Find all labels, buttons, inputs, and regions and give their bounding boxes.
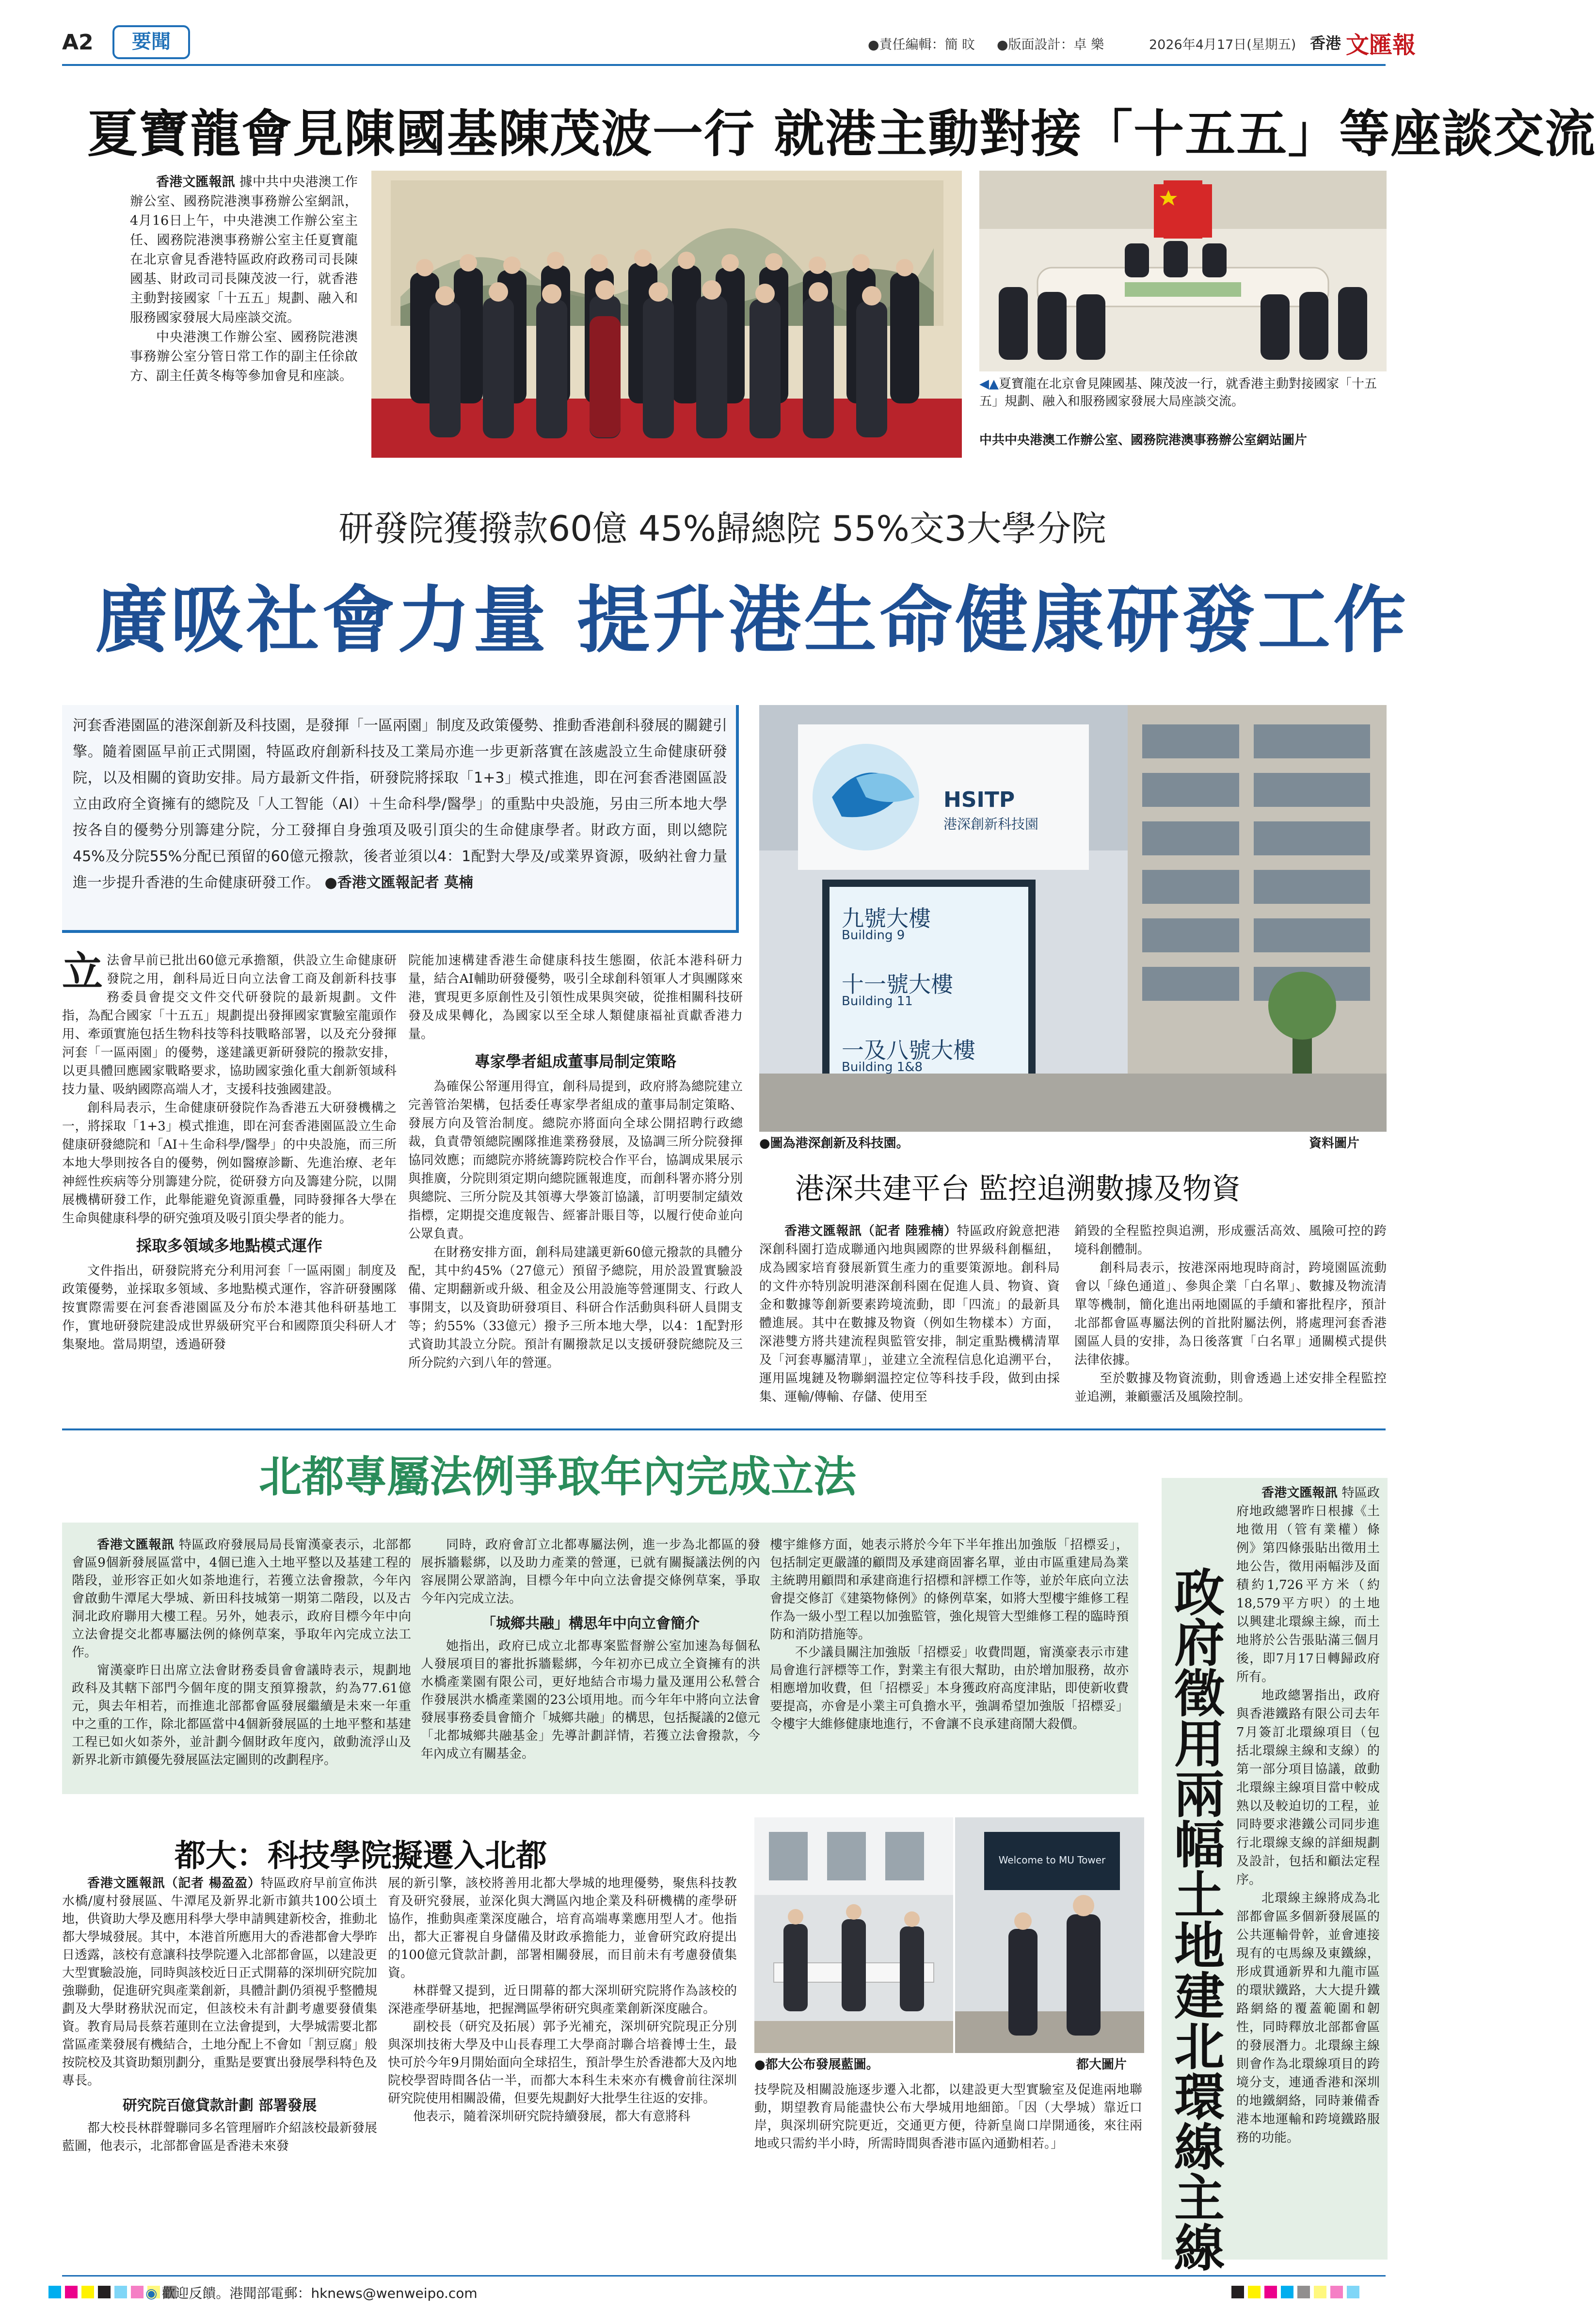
header-rule	[62, 64, 1386, 66]
north-c2-p2: 她指出，政府已成立北都專案監督辦公室加速為每個私人發展項目的審批拆牆鬆綁，今年初亦已成立全資擁有的洪水橋產業園有限公司，更好地結合市場力量及運用公私營合作發展洪水橋產業園的23公頃用地。而今年年中將向立法會發展事務委員會簡介「城鄉共融」的構思，包括擬議的2億元「北都城鄉共融基金」先導計劃詳情，若獲立法會撥款，今年內成立有關基金。	[421, 1639, 760, 1761]
hsitp-sign-cn: 港深創新科技園	[943, 816, 1039, 832]
directory-line-3: 一及八號大樓	[842, 1037, 975, 1063]
tech-subhead: 研究院百億貸款計劃 部署發展	[122, 2097, 317, 2114]
meeting-photo	[979, 171, 1387, 371]
tech-col-3	[754, 2081, 1142, 2153]
directory-line-2-en: Building 11	[842, 994, 913, 1009]
caption-marker-icon: ◀▲	[979, 377, 999, 391]
intro-text	[73, 713, 727, 896]
footer-feedback-text: 歡迎反饋。港聞部電郵：hknews@wenweipo.com	[161, 2285, 478, 2301]
main-c1-p1: 法會早前已批出60億元承擔額，供設立生命健康研發院之用，創科局近日向立法會工商及創新科技事務委員會提交文件交代研發院的最新規劃。文件指，為配合國家「十五五」規劃提出發揮國家實驗室龍頭作用、牽頭實施包括生物科技等科技戰略部署，以及充分發揮河套「一區兩園」的優勢，遂建議更新研發院的撥款安排，以更具體回應國家戰略要求，協助國家強化重大創新領域科技力量、吸納國際高端人才，支援科技強國建設。	[62, 953, 397, 1097]
main-kicker: 研發院獲撥款60億 45%歸總院 55%交3大學分院	[338, 508, 1106, 549]
mail-icon: ◉	[145, 2285, 158, 2301]
mu-photo-1	[754, 1817, 953, 2053]
tech-c2-p1: 展的新引擎，該校將善用北都大學城的地理優勢，聚焦科技教育及研究發展，並深化與大灣區內地企業及科研機構的產學研協作，推動與產業深度融合，培育高端專業應用型人才。他指出，都大正審視自身儲備及財政承擔能力，並會研究政府提出的100億元貸款計劃，部署相關發展，而目前未有考慮發債集資。	[388, 1876, 737, 1980]
top-lead-tag: 香港文匯報訊	[156, 175, 235, 190]
editor-credit: ●責任編輯：簡 旼	[868, 37, 975, 52]
footer-rule	[62, 2275, 1386, 2277]
hsitp-photo	[759, 705, 1387, 1132]
tech-c2-p2: 林群聲又提到，近日開幕的都大深圳研究院將作為該校的深港產學研基地，把握灣區學術研究與產業創新深度融合。	[388, 1984, 737, 2016]
north-c3-p2: 不少議員關注加強版「招標妥」收費問題，甯漢豪表示市建局會進行評標等工作，對業主有很大幫助，由於增加服務，故亦相應增加收費，但「招標妥」本身獲政府高度津貼，即使新收費要提高，亦會是小業主可負擔水平，強調希望加強版「招標妥」令樓宇大維修健康地進行，不會讓不良承建商鬧大殺價。	[770, 1645, 1129, 1732]
north-col-1	[72, 1536, 411, 1769]
tech-reporter: （記者 楊盈盈）	[165, 1876, 261, 1891]
main-headline: 廣吸社會力量 提升港生命健康研發工作	[95, 578, 1409, 663]
main-c1-p3: 文件指出，研發院將充分利用河套「一區兩園」制度及政策優勢，並採取多領域、多地點模式運作，容許研發團隊按實際需要在河套香港園區及分布於本港其他科研基地工作，實地研發院建設成世界級研究平台和國際頂尖科研人才集聚地。當局期望，透過研發	[62, 1264, 397, 1352]
directory-line-1: 九號大樓	[842, 905, 931, 931]
meeting-caption-text: 夏寶龍在北京會見陳國基、陳茂波一行，就香港主動對接國家「十五五」規劃、融入和服務國家發展大局座談交流。	[979, 377, 1377, 409]
side-col-2	[1074, 1222, 1387, 1406]
land-lead-tag: 香港文匯報訊	[1261, 1486, 1338, 1500]
main-c2-p3: 在財務安排方面，創科局建議更新60億元撥款的具體分配，其中約45%（27億元）預留予總院，用於設置實驗設備、定期翻新或升級、租金及公用設施等營運開支、行政人事開支，以及資助研發項目、科研合作活動與科研人員開支等；約55%（33億元）撥予三所本地大學，以4：1配對形式資助其設立分院。預計有關撥款足以支援研發院總院及三所分院約六到八年的營運。	[408, 1245, 743, 1370]
tech-col-2	[388, 1875, 737, 2126]
hsitp-sign-en: HSITP	[943, 787, 1015, 812]
footer-feedback	[145, 2283, 478, 2302]
tech-headline: 都大：科技學院擬遷入北都	[175, 1838, 547, 1874]
side-lead-tag: 香港文匯報訊	[784, 1224, 862, 1238]
north-col-3	[770, 1536, 1129, 1733]
tech-c3-p1: 技學院及相關設施逐步遷入北都，以建設更大型實驗室及促進兩地聯動，期望教育局能盡快公布大學城用地細節。「因（大學城）靠近口岸，與深圳研究院更近，交通更方便，待新皇崗口岸開通後，來往兩地或只需約半小時，所需時間與香港市區內通勤相若。」	[754, 2083, 1142, 2151]
tech-c2-p3: 副校長（研究及拓展）郭予光補充，深圳研究院現正分別與深圳技術大學及中山長春理工大學商討聯合培養博士生，最快可於今年9月開始面向全球招生，預計學生於香港都大及內地院校學習時間各佔一半，而都大本科生未來亦有機會前往深圳研究院使用相關設備，但要先規劃好大批學生往返的安排。	[388, 2020, 737, 2106]
mu-screen-text: Welcome to MU Tower	[998, 1854, 1106, 1866]
north-headline: 北都專屬法例爭取年內完成立法	[258, 1452, 856, 1502]
north-c1-p2: 甯漢豪昨日出席立法會財務委員會會議時表示，規劃地政科及其轄下部門今個年度的開支預算撥款，約為77.61億元，與去年相若，而推進北部都會區發展繼續是未來一年重中之重的工作，除北都區當中4個新發展區的土地平整和基建工程已如火如荼外，並計劃今個財政年度內，啟動流浮山及新界北新市鎮優先發展區法定圖則的改劃程序。	[72, 1663, 411, 1767]
top-para-1: 據中共中央港澳工作辦公室、國務院港澳事務辦公室網訊，4月16日上午，中央港澳工作辦公室主任、國務院港澳事務辦公室主任夏寶龍在北京會見香港特區政府政務司司長陳國基、財政司司長陳茂波一行，就香港主動對接國家「十五五」規劃、融入和服務國家發展大局座談交流。	[130, 175, 358, 325]
main-subhead-2: 專家學者組成董事局制定策略	[474, 1052, 676, 1071]
north-divider	[62, 1428, 1386, 1430]
page-number: A2	[62, 30, 94, 55]
land-col	[1236, 1484, 1380, 2147]
tech-c1-p1: 特區政府早前宣佈洪水橋/廈村發展區、牛潭尾及新界北新市鎮共100公頃土地，供資助大學及應用科學大學申請興建新校舍，推動北都大學城發展。其中，本港首所應用大的香港都會大學昨日透露，該校有意讓科技學院遷入北部都會區，以建設更大型實驗設施，同時與該校近日正式開幕的深圳研究院加強聯動，促進研究與產業創新，具體計劃仍須視乎整體規劃及大學財務狀況而定，但該校未有計劃考慮要發債集資。教育局局長蔡若蓮則在立法會提到，大學城需要北都當區產業發展有機結合，土地分配上不會如「割豆腐」般按院校及其資助類別劃分，重點是要實出發展學科特色及專長。	[62, 1876, 378, 2088]
hsitp-caption: ●圖為港深創新及科技園。	[759, 1136, 909, 1151]
directory-line-3-en: Building 1&8	[842, 1060, 923, 1075]
tech-c2-p4: 他表示，隨着深圳研究院持續發展，都大有意將科	[413, 2109, 691, 2124]
tech-lead-tag: 香港文匯報訊	[87, 1876, 165, 1891]
mu-photo-credit: 都大圖片	[1076, 2057, 1127, 2072]
land-headline: 政府徵用兩幅土地建北環線主線	[1165, 1566, 1225, 2272]
side-p2: 銷毀的全程監控與追溯，形成靈活高效、風險可控的跨境科創體制。	[1074, 1224, 1387, 1257]
land-p1: 特區政府地政總署昨日根據《土地徵用（管有業權）條例》第四條張貼出徵用土地公告，徵用兩幅涉及面積約1,726平方米（約18,579平方呎）的土地以興建北環線主線，而土地將於公告張貼滿三個月後，即7月17日轉歸政府所有。	[1236, 1486, 1380, 1684]
main-col-1	[62, 947, 397, 1354]
main-c2-p1: 院能加速構建香港生命健康科技生態圈，依託本港科研力量，結合AI輔助研發優勢，吸引全球創科領軍人才與團隊來港，實現更多原創性及引領性成果與突破，從推相關科技研發及成果轉化，為國家以至全球人類健康福祉貢獻香港力量。	[408, 953, 743, 1042]
tech-col-1	[62, 1875, 377, 2155]
side-headline: 港深共建平台 監控追溯數據及物資	[795, 1172, 1241, 1206]
side-p4: 至於數據及物資流動，則會透過上述安排全程監控並追溯，兼顧靈活及風險控制。	[1074, 1371, 1387, 1404]
main-col-2	[408, 951, 743, 1372]
drop-cap: 立	[62, 947, 103, 995]
north-c2-p1: 同時，政府會訂立北都專屬法例，進一步為北都區的發展拆牆鬆綁，以及助力產業的營運，已就有關擬議法例的內容展開公眾諮詢，目標今年中向立法會提交條例草案，爭取今年內完成立法。	[421, 1538, 760, 1606]
north-subhead: 「城鄉共融」構思年中向立會簡介	[481, 1615, 700, 1632]
hsitp-credit: 資料圖片	[1309, 1136, 1360, 1151]
group-photo	[371, 171, 962, 458]
north-c1-p1: 特區政府發展局局長甯漢豪表示，北部都會區9個新發展區當中，4個已進入土地平整以及基建工程的階段，並形容正如火如荼地進行，若獲立法會撥款，今年內會啟動牛潭尾大學城、新田科技城第一期第二階段，以及古洞北政府聯用大樓工程。另外，她表示，政府目標今年中向立法會提交北都專屬法例的條例草案，爭取年內完成立法工作。	[72, 1538, 411, 1660]
main-byline: ●香港文匯報記者 莫楠	[324, 874, 474, 891]
north-col-2	[421, 1536, 760, 1763]
meeting-photo-caption	[979, 375, 1387, 410]
top-para-2: 中央港澳工作辦公室、國務院港澳事務辦公室分管日常工作的副主任徐啟方、副主任黃冬梅等參加會見和座談。	[130, 330, 358, 384]
intro-body: 河套香港園區的港深創新及科技園，是發揮「一區兩園」制度及政策優勢、推動香港創科發展的關鍵引擎。隨着園區早前正式開園，特區政府創新科技及工業局亦進一步更新落實在該處設立生命健康研發院，以及相關的資助安排。局方最新文件指，研發院將採取「1+3」模式推進，即在河套香港園區設立由政府全資擁有的總院及「人工智能（AI）＋生命科學/醫學」的重點中央設施，另由三所本地大學按各自的優勢分別籌建分院，分工發揮自身強項及吸引頂尖的生命健康學者。財政方面，則以總院45%及分院55%分配已預留的60億元撥款，後者並須以4：1配對大學及/或業界資源，吸納社會力量進一步提升香港的生命健康研發工作。	[73, 717, 727, 891]
paper-region: 香港	[1310, 34, 1341, 52]
color-bar-right	[1231, 2286, 1387, 2298]
masthead-logo: 文匯報	[1346, 32, 1416, 59]
main-c1-p2: 創科局表示，生命健康研發院作為香港五大研發機構之一，將採取「1+3」模式推進，即在河套香港園區設立生命健康研發總院和「AI＋生命科學/醫學」的中央設施，而三所本地大學則按各自的優勢，例如醫療診斷、先進治療、老年神經性疾病等分別籌建分院，從研發方向及籌建分院，以開展機構研發工作，此舉能避免資源重疊，同時發揮各大學在生命與健康科學的研究強項及吸引頂尖學者的能力。	[62, 1101, 397, 1226]
side-p1: 特區政府銳意把港深創科園打造成聯通內地與國際的世界級科創樞紐，成為國家培育發展新質生產力的重要策源地。創科局的文件亦特別說明港深創科園在促進人員、物資、資金和數據等創新要素跨境流動，即「四流」的最新具體進展。其中在數據及物資（例如生物樣本）方面，深港雙方將共建流程與監管安排，制定重點機構清單及「河套專屬清單」，並建立全流程信息化追溯平台，運用區塊鏈及物聯網溫控定位等科技手段，做到由採集、運輸/傳輸、存儲、使用至	[759, 1224, 1060, 1404]
directory-line-1-en: Building 9	[842, 928, 905, 943]
section-badge: 要聞	[112, 25, 190, 59]
north-c3-p1: 樓宇維修方面，她表示將於今年下半年推出加強版「招標妥」，包括制定更嚴謹的顧問及承建商固審名單，並由市區重建局為業主統聘用顧問和承建商進行招標和評標工作等，並於年底向立法會提交修訂《建築物條例》的條例草案，如將大型樓宇維修工程作為一級小型工程以加強監管，強化規管大型維修工程的臨時預防和消防措施等。	[770, 1538, 1129, 1642]
top-headline: 夏寶龍會見陳國基陳茂波一行 就港主動對接「十五五」等座談交流	[87, 104, 1596, 163]
issue-date: 2026年4月17日(星期五)	[1149, 37, 1296, 52]
north-lead-tag: 香港文匯報訊	[97, 1538, 175, 1552]
side-col-1	[759, 1222, 1060, 1406]
main-subhead-1: 採取多領域多地點模式運作	[136, 1236, 322, 1255]
land-p2: 地政總署指出，政府與香港鐵路有限公司去年7月簽訂北環線項目（包括北環線主線和支線）的第一部分項目協議，啟動北環線主線項目當中較成熟以及較迫切的工程，並同時要求港鐵公司同步進行北環線支線的詳細規劃及設計，包括和顧法定程序。	[1236, 1688, 1380, 1887]
mu-photo-2	[955, 1817, 1144, 2053]
side-reporter: （記者 陸雅楠）	[862, 1224, 957, 1238]
mu-photo-caption: ●都大公布發展藍圖。	[754, 2057, 879, 2072]
directory-line-2: 十一號大樓	[842, 971, 953, 997]
tech-c1-p2: 都大校長林群聲聯同多名管理層昨介紹該校最新發展藍圖，他表示，北部都會區是香港未來發	[62, 2121, 378, 2153]
meeting-photo-credit: 中共中央港澳工作辦公室、國務院港澳事務辦公室網站圖片	[979, 433, 1308, 448]
side-p3: 創科局表示，按港深兩地現時商討，跨境園區流動會以「綠色通道」、參與企業「白名單」、數據及物流清單等機制，簡化進出兩地園區的手續和審批程序，預計北部都會區專屬法例的首批附屬法例，將處理河套香港園區人員的安排，為日後落實「白名單」通關模式提供法律依據。	[1074, 1261, 1387, 1367]
land-p3: 北環線主線將成為北部都會區多個新發展區的公共運輸骨幹，並會連接現有的屯馬線及東鐵線，形成貫通新界和九龍市區的環狀鐵路，大大提升鐵路網絡的覆蓋範圍和韌性，同時釋放北部都會區的發展潛力。北環線主線則會作為北環線項目的跨境分支，連通香港和深圳的地鐵網絡，同時兼備香港本地運輸和跨境鐵路服務的功能。	[1236, 1891, 1380, 2145]
top-story-text	[130, 173, 358, 386]
designer-credit: ●版面設計：卓 樂	[997, 37, 1104, 52]
main-c2-p2: 為確保公帑運用得宜，創科局提到，政府將為總院建立完善管治架構，包括委任專家學者組成的董事局制定策略、發展方向及管治制度。總院亦將面向全球公開招聘行政總裁，負責帶領總院團隊推進業務發展，及協調三所分院發揮協同效應；而總院亦將統籌跨院校合作平台，協調成果展示與推廣，分院則須定期向總院匯報進度，而創科署亦將分別與總院、三所分院及其領導大學簽訂協議，訂明要制定績效指標，定期提交進度報告、經審計賬目等，以履行使命並向公眾負責。	[408, 1079, 743, 1241]
